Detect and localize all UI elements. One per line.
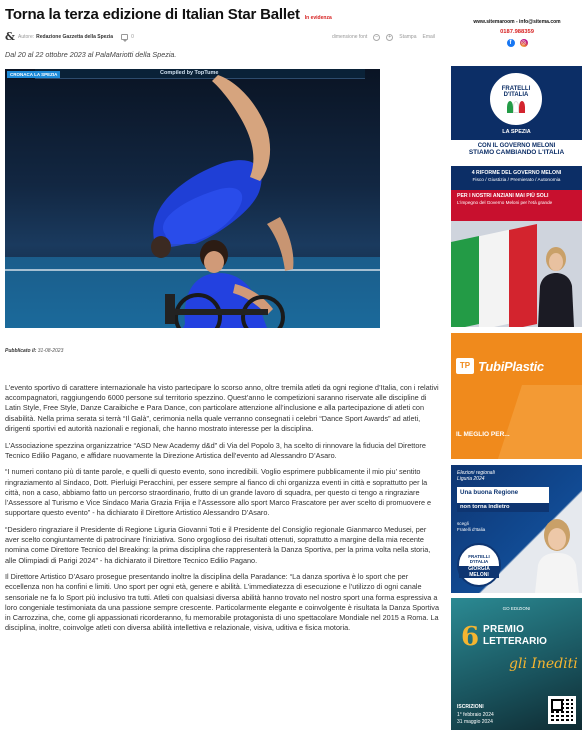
tubi-logo [456,358,544,374]
premio-title-line2: LETTERARIO [483,636,547,647]
premio-edition-number: 6 [461,622,480,652]
politician-portrait [536,241,576,327]
facebook-icon[interactable]: f [507,39,515,47]
premio-date-start: 1° febbraio 2024 [457,711,494,718]
site-logo-icon: & [5,30,15,43]
paragraph-2: L’Associazione spezzina organizzatrice “ASD New Academy d&d” di Via del Popolo 3, ha scelto di rinnovare la fiducia del Direttore Tecnico Edilio Pagano, e affidare nuovamente la Direzione Artistica dell’evento ad Alessandro D’Asaro. [5,440,426,460]
regionali-vote-line2: Fratelli d'Italia [457,527,486,532]
premio-registration-label: ISCRIZIONI [457,704,484,710]
article-column [5,6,442,633]
flame-icon [507,101,525,113]
fdi-govt-line1: CON IL GOVERNO MELONI [477,143,556,149]
fdi-reforms-sub: Fisco / Giustizia / Premierato / Autonomia [472,178,561,183]
article-tools [332,34,435,41]
dancer-head [151,236,171,258]
regionali-party-badge [457,543,501,587]
photo-banner-text: Compiled by TopTume [160,70,219,76]
regionali-badge-line2: GIORGIA MELONI [459,566,499,578]
premio-inediti: gli Inediti [509,656,578,672]
article-meta [5,30,442,44]
ad-fratelli-italia[interactable] [451,66,582,327]
sidebar-header [452,19,582,47]
fdi-reforms-title: 4 RIFORME DEL GOVERNO MELONI [471,170,562,176]
premio-publisher: GO EDIZIONI [502,606,531,611]
ad-tubiplastic[interactable] [451,333,582,459]
fdi-reforms-band [451,167,582,190]
flag-green-stripe [451,236,479,327]
fdi-govt-band [451,140,582,166]
print-link[interactable]: Stampa [399,34,417,40]
fdi-logo-line1: FRATELLI [501,85,531,92]
fdi-city: LA SPEZIA [502,129,531,135]
fdi-govt-line2: STIAMO CAMBIANDO L'ITALIA [468,149,565,156]
tubi-slogan: IL MEGLIO PER... [456,431,510,438]
font-size-label: dimensione font [331,34,368,40]
fdi-logo [488,71,544,127]
photo-category-tag[interactable]: CRONACA LA SPEZIA [7,71,60,78]
tubi-logo-name: TubiPlastic [478,358,544,374]
article-subtitle: Dal 20 al 22 ottobre 2023 al PalaMariotti della Spezia. [5,50,177,59]
instagram-icon[interactable]: ◎ [520,40,527,46]
paragraph-1: L’evento sportivo di carattere internazionale ha visto partecipare lo scorso anno, oltre tremila atleti da ogni regione d’Italia, con i relativi accompagnatori, raggiungendo 6000 persone sul territorio spezzino. Quest’anno le competizioni saranno riservate alle discipline di Latin Style, Free Style, Danze Caraibiche e Para Dance, con particolare attenzione all’inclusione e alla partecipazione di atleti con disabilità. Nella prima serata si terrà “Il Galà”, cerimonia nella quale verranno consegnati i celebri “Dance Sport Awards” ad atleti, dirigenti sportivi ed autorità nazionali e regionali, che hanno mostrato interesse per la disciplina. [5,383,439,433]
dancer-arm [267,217,293,271]
wheelchair-frame [173,309,268,315]
regionali-vote-line1: scegli [457,521,469,526]
sidebar-contact-emails[interactable]: www.sitemaroom - info@sitema.com [473,19,561,25]
paragraph-4: “Desidero ringraziare il Presidente di Regione Liguria Giovanni Toti e il Presidente del Consiglio regionale Gianmarco Medusei, per aver scelto congiuntamente di patrocinare l’iniziativa. Sono orgoglioso dei risultati ottenuti, soprattutto a margine della mia recente nomina come Direttore Tecnico del Breaking: la prima disciplina che rappresenterà la Danza Sportiva, per la prima volta nella storia, alle Olimpiadi di Parigi 2024” - ha dichiarato il Direttore Tecnico Edilio Pagano. [5,524,431,565]
article-photo [5,69,380,328]
qr-code-icon[interactable] [548,696,576,724]
regionali-intro-line1: Elezioni regionali [457,470,495,476]
fdi-flag-image [451,221,582,327]
wheelchair-dancer-face [204,251,224,273]
title-row [5,6,442,23]
zoom-out-icon[interactable]: − [373,34,380,41]
tubi-logo-mark: TP [456,358,474,374]
regionali-headline: Una buona Regione [460,489,519,496]
regionali-vote [457,521,485,533]
email-link[interactable]: Email [422,34,435,40]
paragraph-3: “I numeri contano più di tante parole, e quelli di questo evento, sono incredibili. Voglio esprimere pubblicamente il mio piu’ sentito ringraziamento al Sindaco, Dott. Pierluigi Peracchini, per essere sempre al fianco di chi organizza eventi in città e soprattutto per la città, non a caso, abbiamo fatto un percorso straordinario, frutto di un grande lavoro di squadra, per questo ci tengo a ringraziare l’Assessore al Turismo e Vice Sindaco Maria Grazia Frijia e l’Assessore allo sport Marco Frascatore per aver scelto di promuovere e supportare questo evento” - ha dichiarato il Direttore Artistico Alessandro D’Asaro. [5,467,432,518]
zoom-in-icon[interactable]: + [386,34,393,41]
dancers-illustration [5,69,380,328]
article-title: Torna la terza edizione di Italian Star Ballet [5,6,300,23]
tubi-decor-shape [496,385,582,459]
premio-dates [457,704,494,727]
fdi-elders-sub: L'impegno del Governo Meloni per l'età grande [457,200,553,205]
fdi-elders-band [451,190,582,221]
fdi-logo-line2: D'ITALIA [503,92,529,98]
regionali-intro [457,470,495,482]
sidebar-phone[interactable]: 0187.988359 [500,29,534,35]
author-label: Autore: [18,34,35,40]
regionali-badge-line1: FRATELLI D'ITALIA [468,554,490,564]
wheelchair-back [165,294,175,324]
flag-red-stripe [509,224,537,327]
ad-premio-letterario[interactable] [451,598,582,730]
premio-title-line1: PREMIO [483,624,525,635]
social-links [452,39,582,47]
published-line [5,348,63,354]
premio-date-end: 31 maggio 2024 [457,719,493,725]
published-label: Pubblicato il: [5,348,37,354]
candidate-portrait [531,513,581,593]
comment-icon[interactable] [121,34,128,40]
paragraph-5: Il Direttore Artistico D’Asaro prosegue presentando inoltre la disciplina della Paradance: “La danza sportiva è lo sport che per eccellenza non ha confini e limiti. Uno sport per ogni età, genere e abilità. L’immediatezza di esecuzione e l’utilizzo di ogni canale sensoriale ne fa lo Sport più inclusivo tra tutti. Atleti con qualsiasi diversa abilità hanno trovato nel nostro sport una forma espressiva a loro congeniale testimoniata da una passione sempre crescente. Particolarmente elegante e coinvolgente è risultata la Danza Sportiva in Carrozzina, che, come gli appassionati ricorderanno, fu memorabile protagonista di uno spettacolare Mondiale nel 2015 a Roma. La disciplina, inoltre, coinvolge atleti con diversa abilità intellettiva e relazionale, visiva, uditiva e fisica motoria. [5,572,440,633]
ad-elezioni-regionali[interactable] [451,465,582,593]
flag-white-stripe [479,230,509,327]
article-body [5,383,442,640]
featured-badge[interactable]: In evidenza [304,15,332,21]
regionali-intro-line2: Liguria 2024 [457,476,485,482]
fdi-elders-title: PER I NOSTRI ANZIANI MAI PIÙ SOLI [457,193,549,199]
author-link[interactable]: Redazione Gazzetta della Spezia [36,34,114,40]
published-date: 31-08-2023 [37,348,64,354]
comment-count[interactable]: 0 [131,34,134,40]
regionali-headline2: non torna indietro [457,503,549,512]
